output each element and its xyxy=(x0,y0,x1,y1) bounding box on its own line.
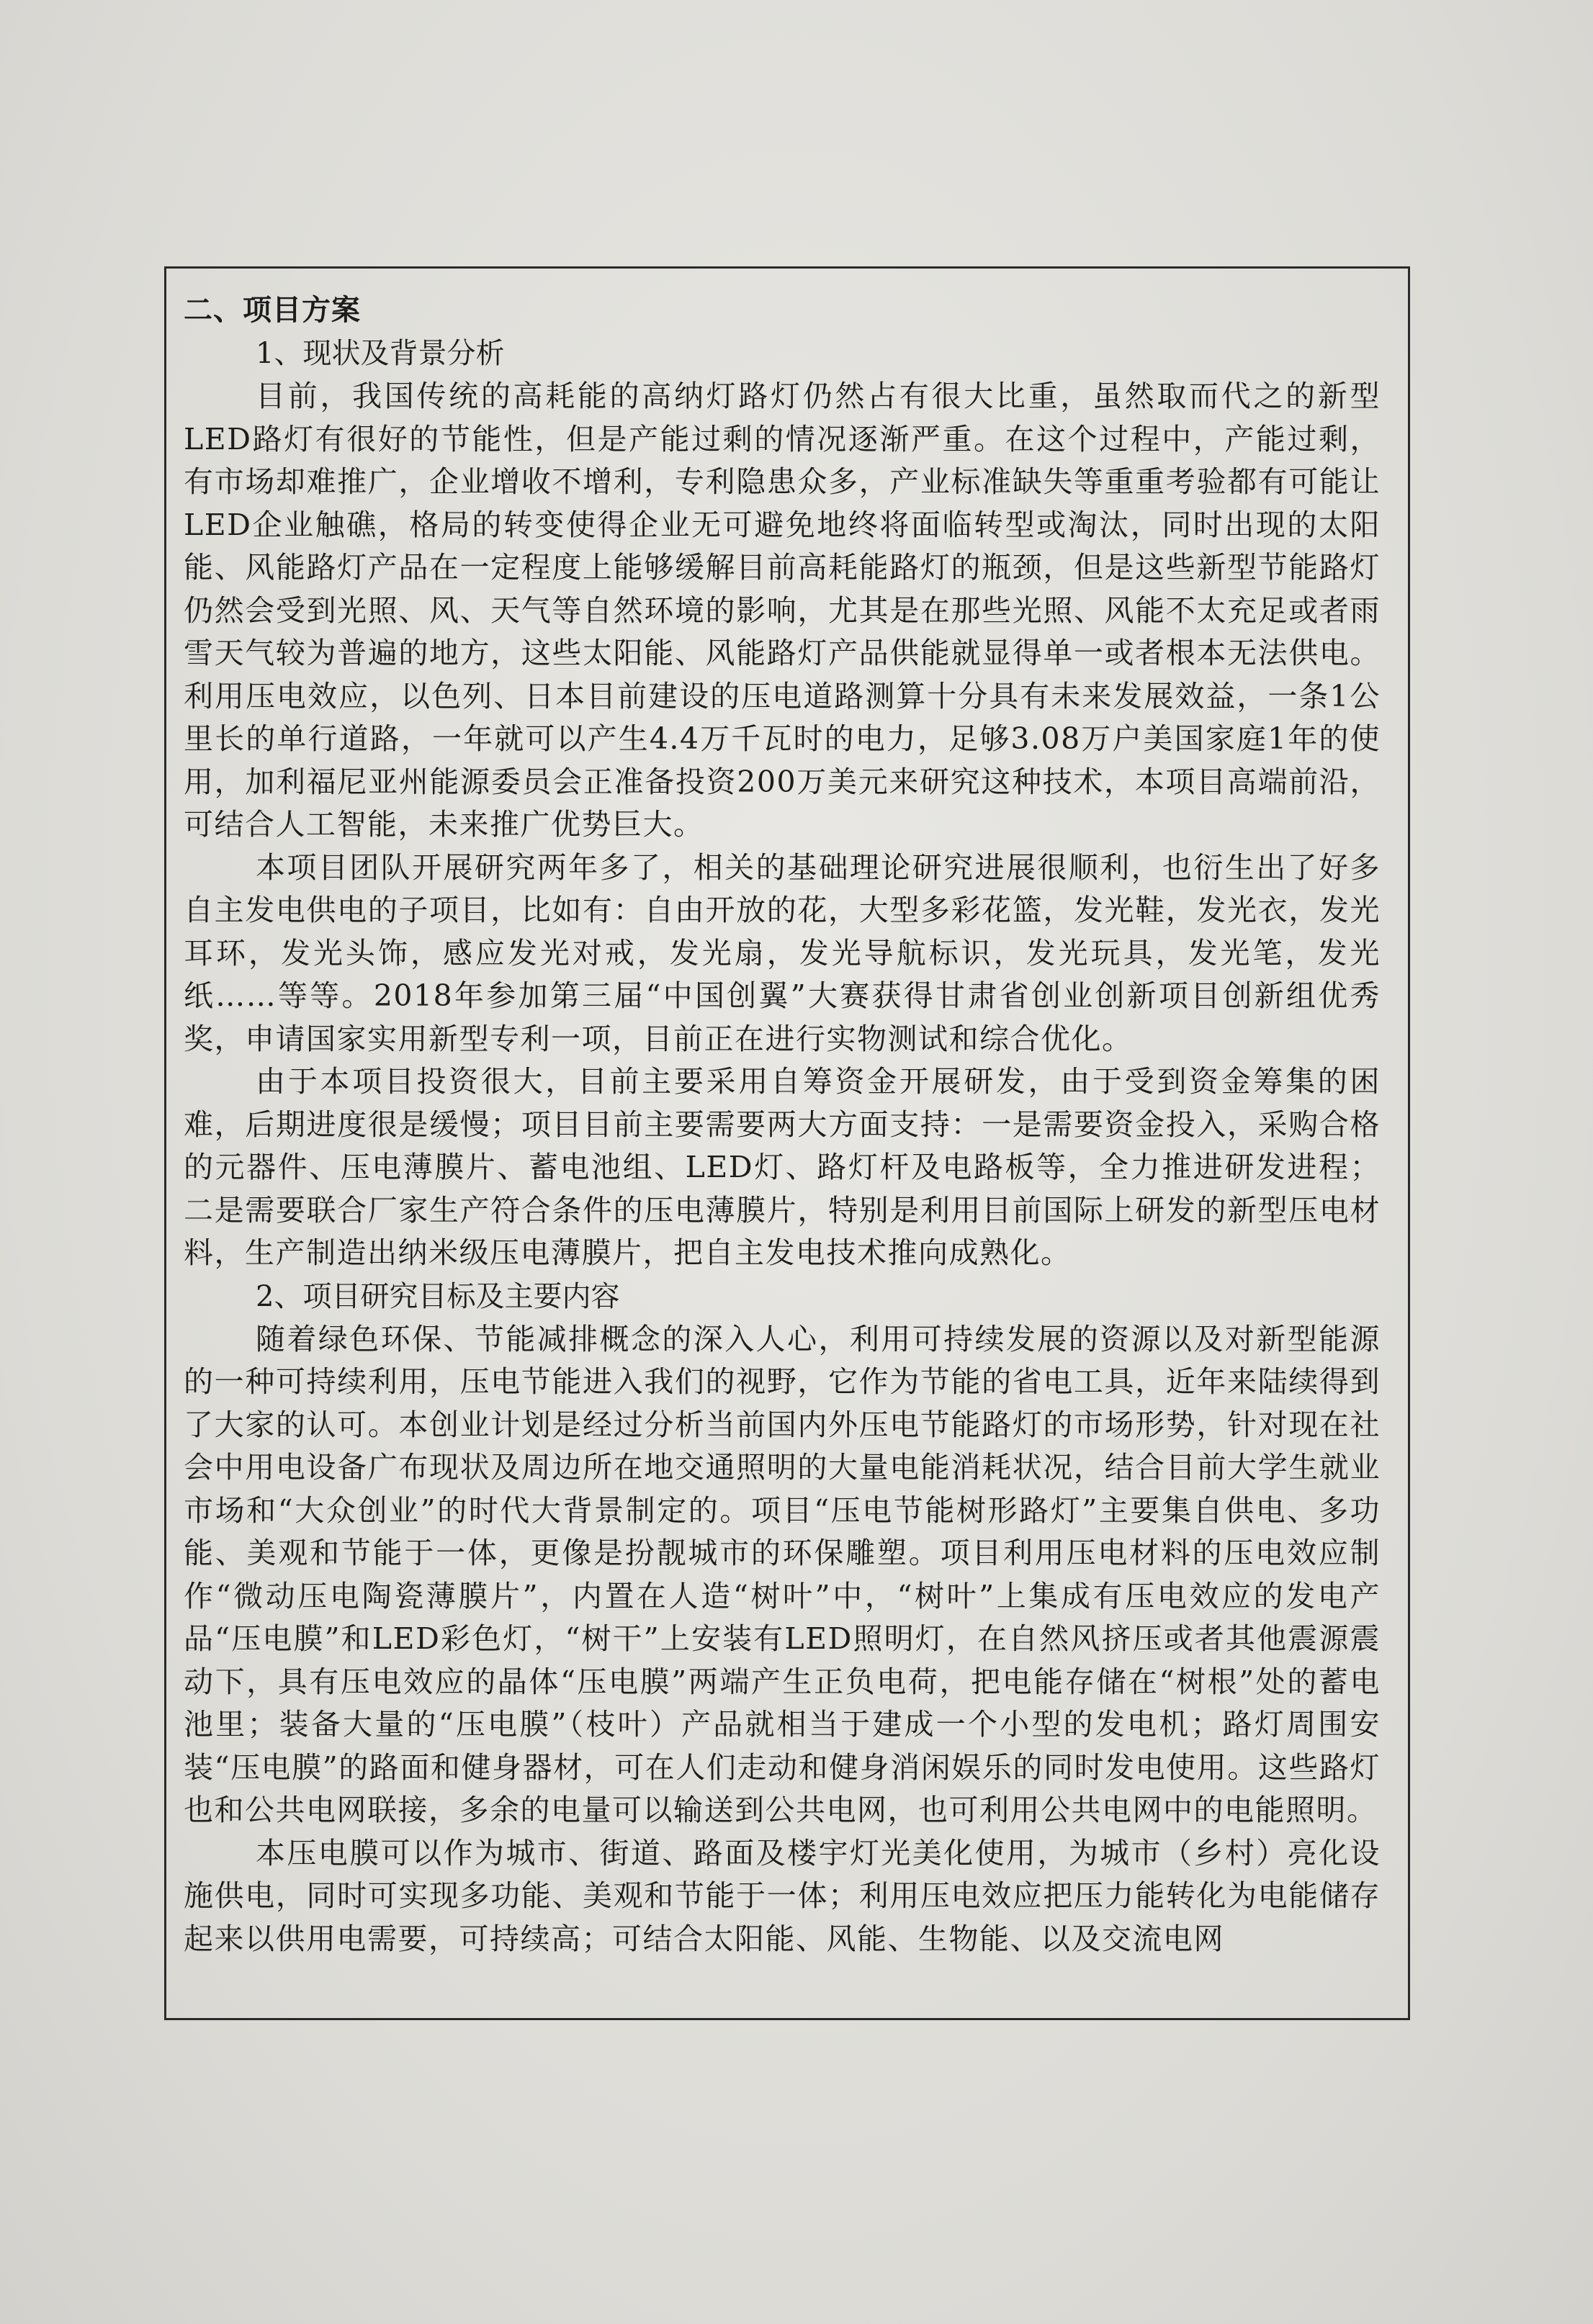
subsection-1-paragraph-3: 由于本项目投资很大，目前主要采用自筹资金开展研发，由于受到资金筹集的困难，后期进度很是缓慢；项目目前主要需要两大方面支持：一是需要资金投入，采购合格的元器件、压电薄膜片、蓄电池组、LED灯、路灯杆及电路板等，全力推进研发进程；二是需要联合厂家生产符合条件的压电薄膜片，特别是利用目前国际上研发的新型压电材料，生产制造出纳米级压电薄膜片，把自主发电技术推向成熟化。 xyxy=(184,1064,1381,1270)
subsection-1-heading: 1、现状及背景分析 xyxy=(256,337,505,370)
document-frame xyxy=(164,266,1410,2020)
subsection-1-paragraph-2: 本项目团队开展研究两年多了，相关的基础理论研究进展很顺利，也衍生出了好多自主发电供电的子项目，比如有：自由开放的花，大型多彩花篮，发光鞋，发光衣，发光耳环，发光头饰，感应发光对戒，发光扇，发光导航标识，发光玩具，发光笔，发光纸……等等。2018年参加第三届“中国创翼”大赛获得甘肃省创业创新项目创新组优秀奖，申请国家实用新型专利一项，目前正在进行实物测试和综合优化。 xyxy=(184,850,1381,1056)
subsection-1-paragraph-1: 目前，我国传统的高耗能的高纳灯路灯仍然占有很大比重，虽然取而代之的新型LED路灯有很好的节能性，但是产能过剩的情况逐渐严重。在这个过程中，产能过剩，有市场却难推广，企业增收不增利，专利隐患众多，产业标准缺失等重重考验都有可能让LED企业触礁，格局的转变使得企业无可避免地终将面临转型或淘汰，同时出现的太阳能、风能路灯产品在一定程度上能够缓解目前高耗能路灯的瓶颈，但是这些新型节能路灯仍然会受到光照、风、天气等自然环境的影响，尤其是在那些光照、风能不太充足或者雨雪天气较为普遍的地方，这些太阳能、风能路灯产品供能就显得单一或者根本无法供电。利用压电效应，以色列、日本目前建设的压电道路测算十分具有未来发展效益，一条1公里长的单行道路，一年就可以产生4.4万千瓦时的电力，足够3.08万户美国家庭1年的使用，加利福尼亚州能源委员会正准备投资200万美元来研究这种技术，本项目高端前沿，可结合人工智能，未来推广优势巨大。 xyxy=(184,379,1381,842)
subsection-2-paragraph-2: 本压电膜可以作为城市、街道、路面及楼宇灯光美化使用，为城市（乡村）亮化设施供电，同时可实现多功能、美观和节能于一体；利用压电效应把压力能转化为电能储存起来以供用电需要，可持续高；可结合太阳能、风能、生物能、以及交流电网 xyxy=(184,1835,1381,1956)
subsection-2-paragraph-1: 随着绿色环保、节能减排概念的深入人心，利用可持续发展的资源以及对新型能源的一种可持续利用，压电节能进入我们的视野，它作为节能的省电工具，近年来陆续得到了大家的认可。本创业计划是经过分析当前国内外压电节能路灯的市场形势，针对现在社会中用电设备广布现状及周边所在地交通照明的大量电能消耗状况，结合目前大学生就业市场和“大众创业”的时代大背景制定的。项目“压电节能树形路灯”主要集自供电、多功能、美观和节能于一体，更像是扮靓城市的环保雕塑。项目利用压电材料的压电效应制作“微动压电陶瓷薄膜片”，内置在人造“树叶”中，“树叶”上集成有压电效应的发电产品“压电膜”和LED彩色灯，“树干”上安装有LED照明灯，在自然风挤压或者其他震源震动下，具有压电效应的晶体“压电膜”两端产生正负电荷，把电能存储在“树根”处的蓄电池里；装备大量的“压电膜”（枝叶）产品就相当于建成一个小型的发电机；路灯周围安装“压电膜”的路面和健身器材，可在人们走动和健身消闲娱乐的同时发电使用。这些路灯也和公共电网联接，多余的电量可以输送到公共电网，也可利用公共电网中的电能照明。 xyxy=(184,1321,1381,1827)
subsection-2-heading: 2、项目研究目标及主要内容 xyxy=(256,1279,620,1313)
section-heading: 二、项目方案 xyxy=(184,294,361,327)
